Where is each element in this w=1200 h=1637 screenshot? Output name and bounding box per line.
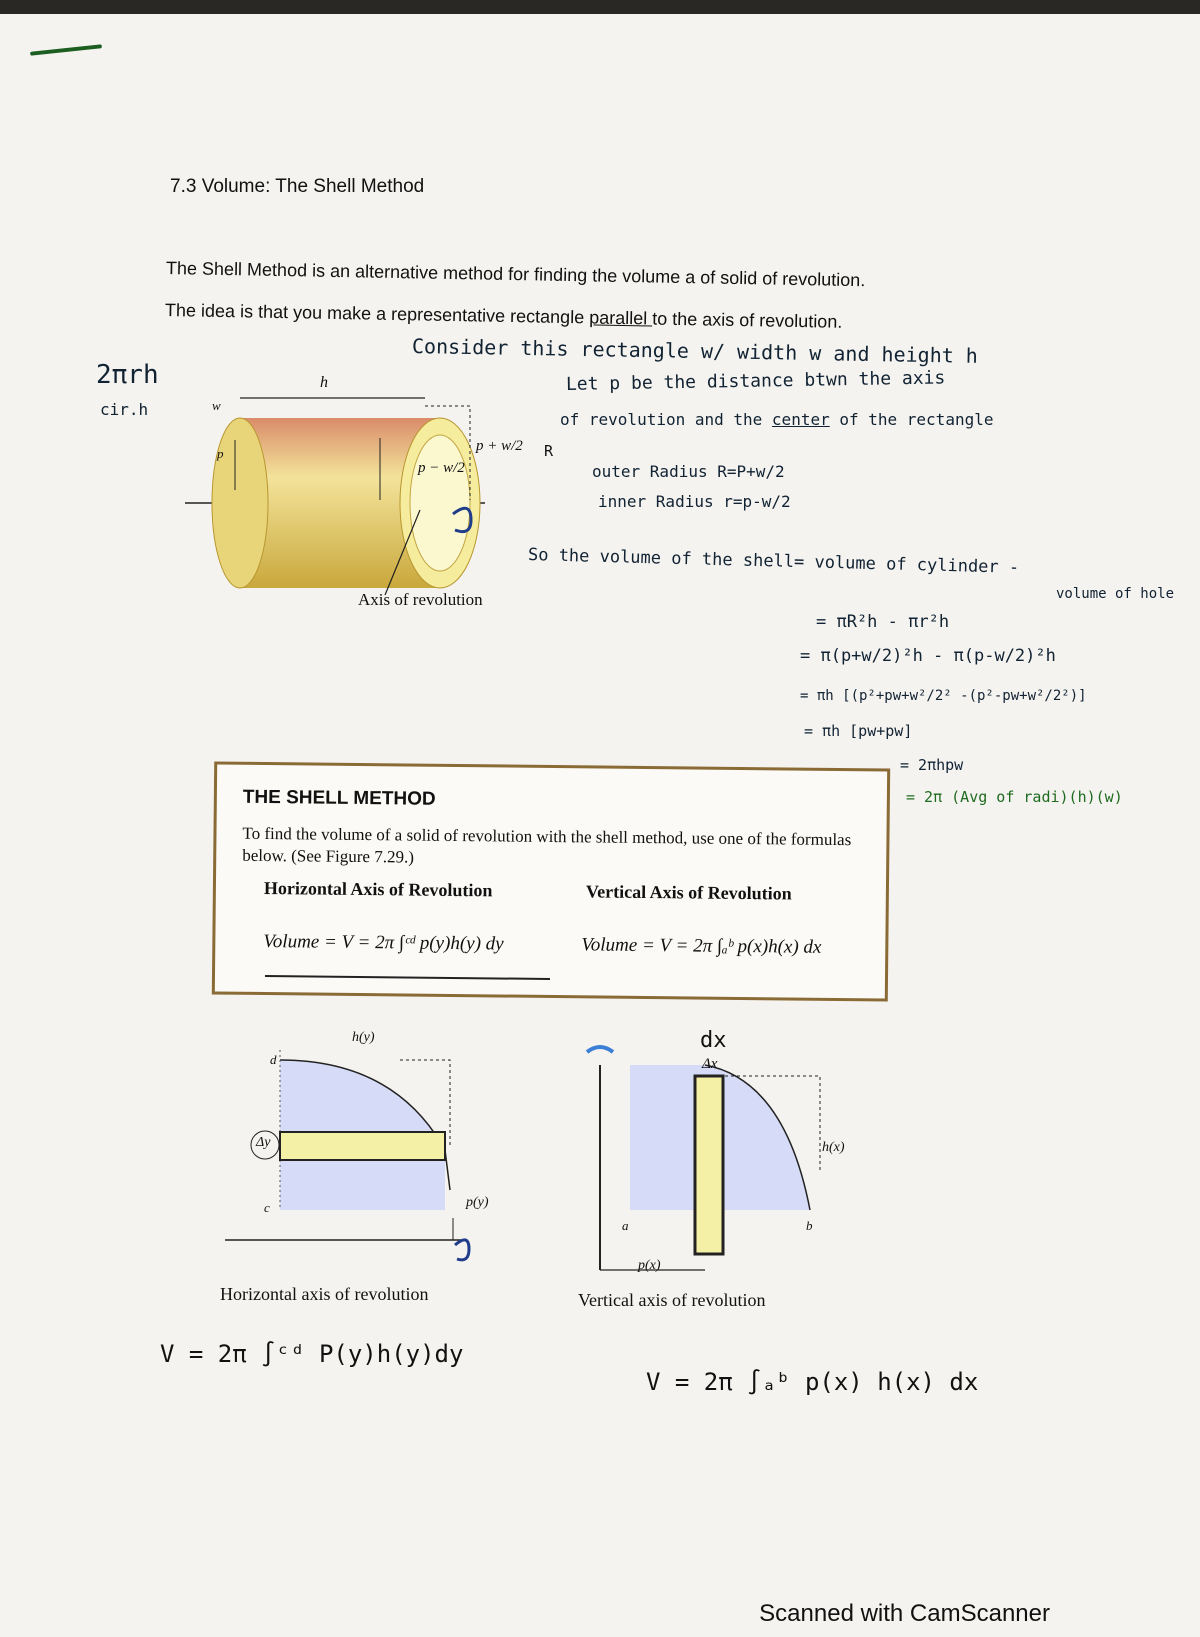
caption-vertical: Vertical axis of revolution <box>578 1290 766 1310</box>
label-dx-hand: dx <box>700 1028 727 1053</box>
label-p-minus: p − w/2 <box>418 460 465 476</box>
shell-hole <box>410 435 470 571</box>
note-outer-radius: outer Radius R=P+w/2 <box>592 462 785 481</box>
intro-line-2-text: The idea is that you make a representative rectangle <box>164 300 590 328</box>
label-p: p <box>217 446 224 461</box>
note-rev-center: center <box>771 410 830 429</box>
scan-edge <box>0 0 1200 14</box>
label-py: p(y) <box>466 1195 489 1210</box>
rotation-arrow-icon <box>455 1240 469 1260</box>
note-rev-post: of the rectangle <box>829 410 994 429</box>
derivation-2: = π(p+w/2)²h - π(p-w/2)²h <box>800 646 1056 666</box>
handwritten-formula-left: V = 2π ∫ᶜᵈ P(y)h(y)dy <box>160 1340 464 1368</box>
note-consider: Consider this rectangle w/ width w and height h <box>411 334 979 368</box>
box-formula-underline <box>265 975 550 980</box>
derivation-3: = πh [(p²+pw+w²/2² -(p²-pw+w²/2²)] <box>800 688 1087 704</box>
label-d: d <box>270 1052 277 1067</box>
intro-parallel: parallel <box>589 307 653 329</box>
pen-mark <box>30 44 102 56</box>
label-delta-y: Δy <box>256 1135 271 1150</box>
box-formula-vertical: Volume = V = 2π ∫ₐᵇ p(x)h(x) dx <box>581 934 822 958</box>
note-so-volume: So the volume of the shell= volume of cylinder - <box>527 545 1020 578</box>
derivation-4: = πh [pw+pw] <box>804 722 913 740</box>
derivation-1: = πR²h - πr²h <box>816 612 950 632</box>
margin-note-circ: cir.h <box>100 400 149 419</box>
derivation-6: = 2π (Avg of radi)(h)(w) <box>906 788 1123 806</box>
shell-figure <box>185 390 515 610</box>
shell-left-end <box>212 418 268 588</box>
vertical-strip <box>695 1076 723 1254</box>
label-hx: h(x) <box>822 1140 845 1155</box>
camscanner-watermark: Scanned with CamScanner <box>759 1600 1050 1627</box>
label-px: p(x) <box>638 1258 661 1273</box>
margin-note-2pirh: 2πrh <box>96 360 159 390</box>
page-title: 7.3 Volume: The Shell Method <box>170 176 425 197</box>
label-p-plus: p + w/2 <box>476 438 523 454</box>
shell-method-box <box>212 761 890 1001</box>
label-a: a <box>622 1218 629 1233</box>
label-hy: h(y) <box>352 1030 375 1045</box>
note-revolution <box>560 410 993 429</box>
note-let-p: Let p be the distance btwn the axis <box>565 367 946 395</box>
derivation-5: = 2πhpw <box>900 756 964 774</box>
label-w: w <box>212 398 221 413</box>
rotation-arrow-icon <box>587 1047 613 1052</box>
horizontal-strip <box>280 1132 445 1160</box>
label-c: c <box>264 1200 270 1215</box>
intro-line-2-end: to the axis of revolution. <box>652 308 843 332</box>
handwritten-formula-right: V = 2π ∫ₐᵇ p(x) h(x) dx <box>646 1368 979 1396</box>
caption-horizontal: Horizontal axis of revolution <box>220 1284 429 1304</box>
label-delta-x: Δx <box>702 1056 718 1072</box>
axis-caption: Axis of revolution <box>358 590 483 609</box>
box-formula-horizontal: Volume = V = 2π ∫ᶜᵈ p(y)h(y) dy <box>263 930 504 955</box>
label-h: h <box>320 374 328 391</box>
note-volume-hole: volume of hole <box>1056 586 1175 602</box>
note-rev-pre: of revolution and the <box>560 410 772 429</box>
intro-line-1: The Shell Method is an alternative method for finding the volume a of solid of revolution. <box>165 258 866 291</box>
label-b: b <box>806 1218 813 1233</box>
intro-line-2 <box>165 300 843 333</box>
box-paragraph: To find the volume of a solid of revolution with the shell method, use one of the formulas below. (See Figure 7.29.) <box>242 823 852 867</box>
note-inner-radius: inner Radius r=p-w/2 <box>598 492 791 511</box>
box-heading: THE SHELL METHOD <box>242 786 436 810</box>
vertical-axis-figure <box>585 1040 875 1280</box>
box-col-horizontal: Horizontal Axis of Revolution <box>263 877 493 901</box>
label-R: R <box>544 442 554 460</box>
box-col-vertical: Vertical Axis of Revolution <box>585 881 792 904</box>
